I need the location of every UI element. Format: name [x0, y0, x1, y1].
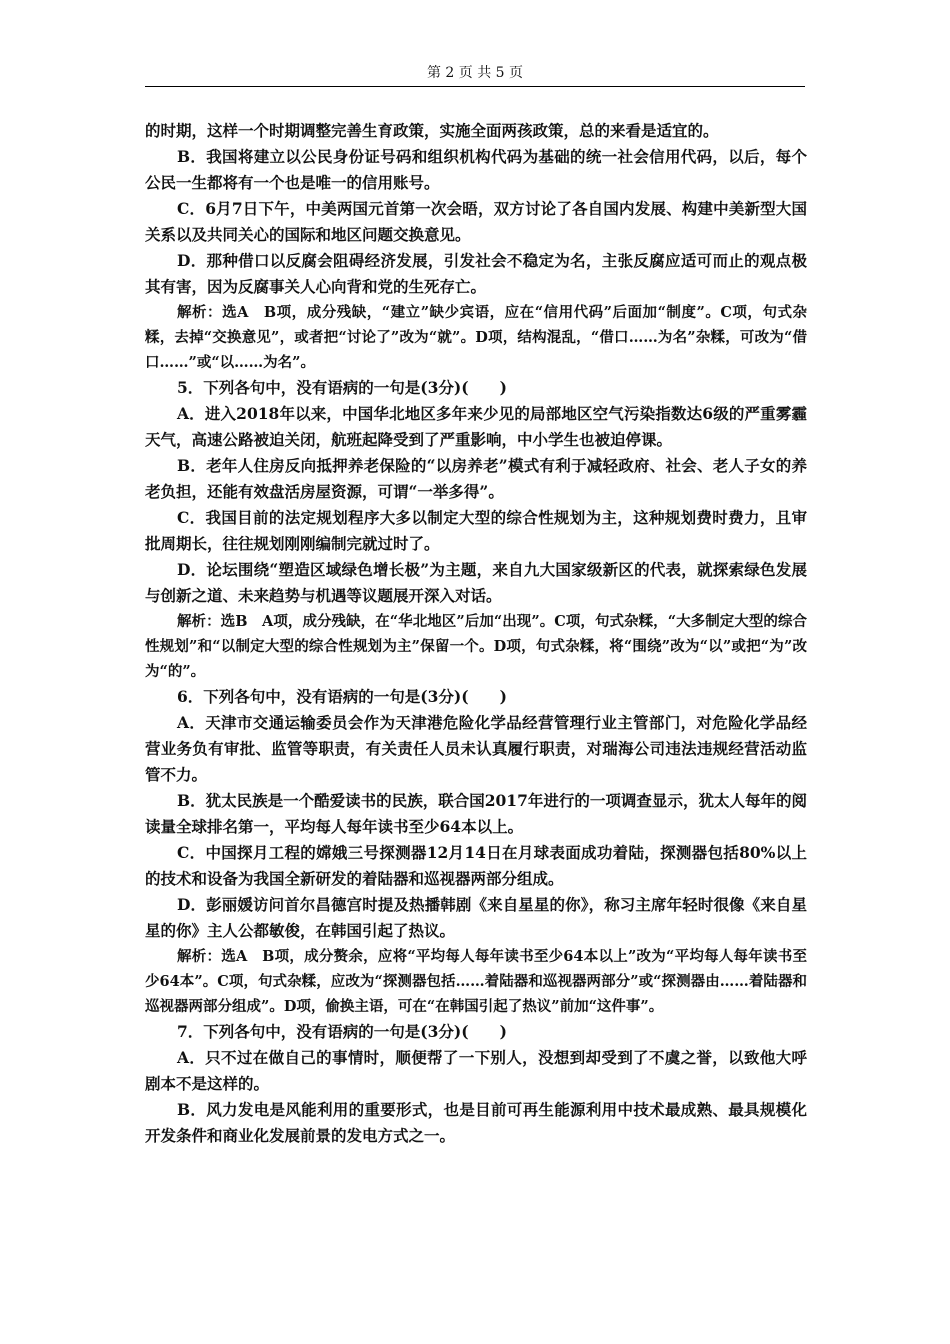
analysis-label: 解析：	[177, 304, 223, 321]
option-d: D．论坛围绕“塑造区域绿色增长极”为主题，来自九大国家级新区的代表，就探索绿色发展与创新之道、未来趋势与机遇等议题展开深入对话。	[145, 560, 807, 605]
analysis-text: 选A B项，成分赘余，应将“平均每人每年读书至少64本以上”改为“平均每人每年读书至少64本”。C项，句式杂糅，应改为“探测器包括……着陆器和巡视器两部分”或“探测器由……着陆器和巡视器两部分组成”。D项，偷换主语，可在“在韩国引起了热议”前加“这件事”。	[145, 948, 807, 1015]
option-b: B．老年人住房反向抵押养老保险的“以房养老”模式有利于减轻政府、社会、老人子女的养老负担，还能有效盘活房屋资源，可谓“一举多得”。	[145, 456, 807, 501]
question-5: 5．下列各句中，没有语病的一句是(3分)( )	[177, 378, 507, 397]
analysis-label: 解析：	[177, 948, 222, 965]
option-d: D．那种借口以反腐会阻碍经济发展，引发社会不稳定为名，主张反腐应适可而止的观点极其有害，因为反腐事关人心向背和党的生死存亡。	[145, 251, 807, 296]
page-header	[145, 62, 805, 87]
option-a: A．进入2018年以来，中国华北地区多年来少见的局部地区空气污染指数达6级的严重雾霾天气，高速公路被迫关闭，航班起降受到了严重影响，中小学生也被迫停课。	[145, 404, 807, 449]
document-body	[145, 118, 807, 1149]
analysis	[145, 944, 807, 1019]
option-b: B．犹太民族是一个酷爱读书的民族，联合国2017年进行的一项调查显示，犹太人每年的阅读量全球排名第一，平均每人每年读书至少64本以上。	[145, 791, 807, 836]
question-6: 6．下列各句中，没有语病的一句是(3分)( )	[177, 687, 507, 706]
analysis-label: 解析：	[177, 613, 221, 630]
page-number: 第 2 页 共 5 页	[426, 65, 524, 81]
option-c: C．中国探月工程的嫦娥三号探测器12月14日在月球表面成功着陆，探测器包括80%以上的技术和设备为我国全新研发的着陆器和巡视器两部分组成。	[145, 843, 807, 888]
option-a: A．天津市交通运输委员会作为天津港危险化学品经营管理行业主管部门，对危险化学品经营业务负有审批、监管等职责，有关责任人员未认真履行职责，对瑞海公司违法违规经营活动监管不力。	[145, 713, 807, 784]
option-c: C．我国目前的法定规划程序大多以制定大型的综合性规划为主，这种规划费时费力，且审批周期长，往往规划刚刚编制完就过时了。	[145, 508, 807, 553]
option-d: D．彭丽媛访问首尔昌德宫时提及热播韩剧《来自星星的你》，称习主席年轻时很像《来自星星的你》主人公都敏俊，在韩国引起了热议。	[145, 895, 807, 940]
analysis	[145, 300, 807, 375]
question-7: 7．下列各句中，没有语病的一句是(3分)( )	[177, 1022, 507, 1041]
analysis-text: 选B A项，成分残缺，在“华北地区”后加“出现”。C项，句式杂糅，“大多制定大型的综合性规划”和“以制定大型的综合性规划为主”保留一个。D项，句式杂糅，将“围绕”改为“以”或把“为”改为“的”。	[145, 613, 808, 680]
option-c: C．6月7日下午，中美两国元首第一次会晤，双方讨论了各自国内发展、构建中美新型大国关系以及共同关心的国际和地区问题交换意见。	[145, 199, 807, 244]
option-b: B．风力发电是风能利用的重要形式，也是目前可再生能源利用中技术最成熟、最具规模化开发条件和商业化发展前景的发电方式之一。	[145, 1100, 807, 1145]
option-b: B．我国将建立以公民身份证号码和组织机构代码为基础的统一社会信用代码，以后，每个公民一生都将有一个也是唯一的信用账号。	[145, 147, 807, 192]
analysis-text: 选A B项，成分残缺，“建立”缺少宾语，应在“信用代码”后面加“制度”。C项，句式杂糅，去掉“交换意见”，或者把“讨论了”改为“就”。D项，结构混乱，“借口……为名”杂糅，可改为“借口……”或“以……为名”。	[145, 304, 807, 371]
option-a: A．只不过在做自己的事情时，顺便帮了一下别人，没想到却受到了不虞之誉，以致他大呼剧本不是这样的。	[145, 1048, 807, 1093]
paragraph: 的时期，这样一个时期调整完善生育政策，实施全面两孩政策，总的来看是适宜的。	[145, 121, 719, 140]
analysis	[145, 609, 807, 684]
